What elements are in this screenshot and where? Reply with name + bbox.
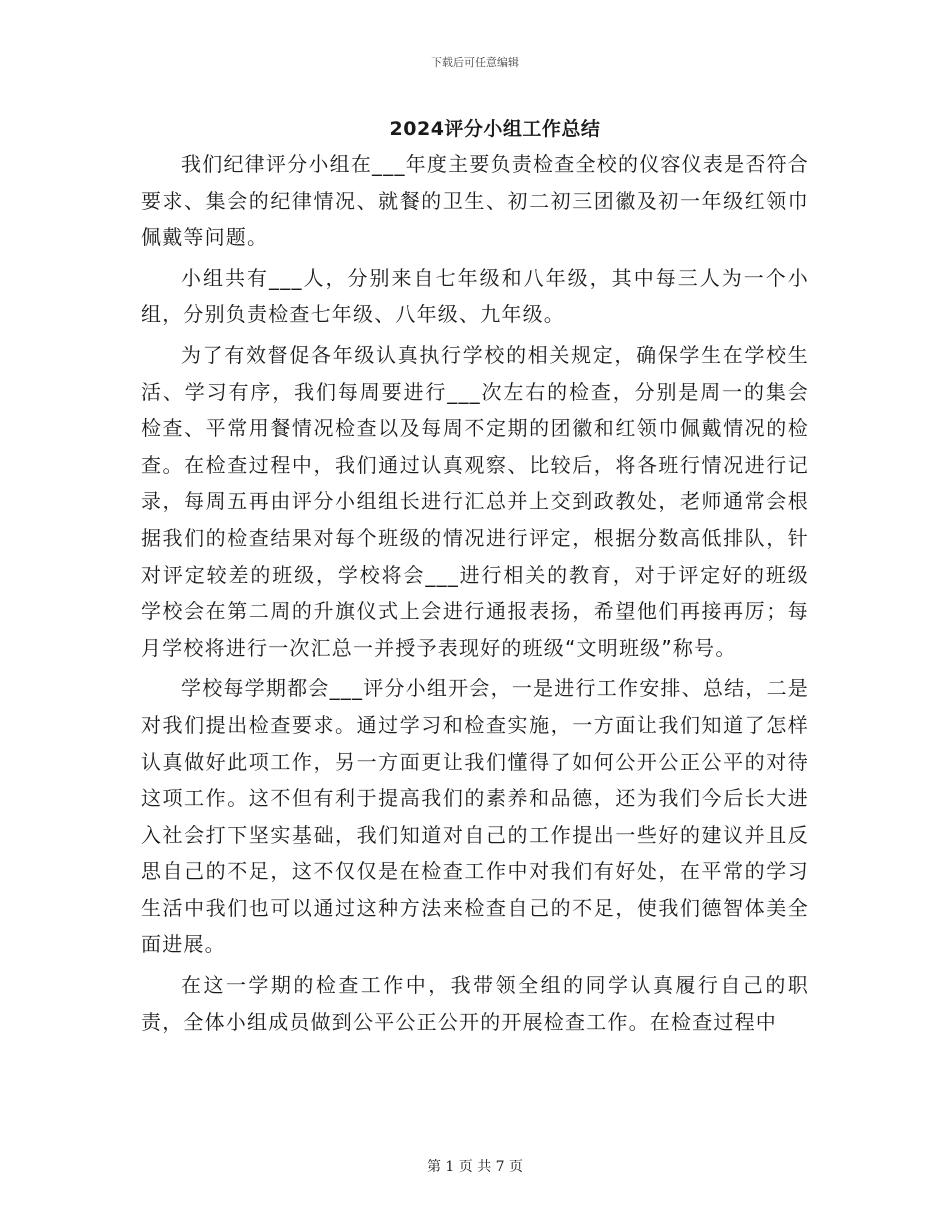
paragraph-4: 学校每学期都会___评分小组开会，一是进行工作安排、总结，二是对我们提出检查要求。通过学习和检查实施，一方面让我们知道了怎样认真做好此项工作，另一方面更让我们懂得了如何公开公正公平的对待这项工作。这不但有利于提高我们的素养和品德，还为我们今后长大进入社会打下坚实基础，我们知道对自己的工作提出一些好的建议并且反思自己的不足，这不仅仅是在检查工作中对我们有好处，在平常的学习生活中我们也可以通过这种方法来检查自己的不足，使我们德智体美全面进展。 bbox=[141, 676, 809, 957]
paragraph-2: 小组共有___人，分别来自七年级和八年级，其中每三人为一个小组，分别负责检查七年级、八年级、九年级。 bbox=[141, 265, 809, 327]
paragraph-1: 我们纪律评分小组在___年度主要负责检查全校的仪容仪表是否符合要求、集会的纪律情况、就餐的卫生、初二初三团徽及初一年级红领巾佩戴等问题。 bbox=[141, 152, 809, 250]
header-note: 下载后可任意编辑 bbox=[431, 56, 519, 69]
page-number: 第 1 页 共 7 页 bbox=[426, 1159, 524, 1175]
paragraph-5: 在这一学期的检查工作中，我带领全组的同学认真履行自己的职责，全体小组成员做到公平公正公开的开展检查工作。在检查过程中 bbox=[141, 973, 809, 1034]
document-body bbox=[141, 146, 809, 1044]
paragraph-3: 为了有效督促各年级认真执行学校的相关规定，确保学生在学校生活、学习有序，我们每周要进行___次左右的检查，分别是周一的集会检查、平常用餐情况检查以及每周不定期的团徽和红领巾佩戴情况的检查。在检查过程中，我们通过认真观察、比较后，将各班行情况进行记录，每周五再由评分小组组长进行汇总并上交到政教处，老师通常会根据我们的检查结果对每个班级的情况进行评定，根据分数高低排队，针对评定较差的班级，学校将会___进行相关的教育，对于评定好的班级学校会在第二周的升旗仪式上会进行通报表扬，希望他们再接再厉；每月学校将进行一次汇总一并授予表现好的班级“文明班级”称号。 bbox=[141, 342, 809, 660]
document-title: 2024评分小组工作总结 bbox=[389, 118, 601, 140]
